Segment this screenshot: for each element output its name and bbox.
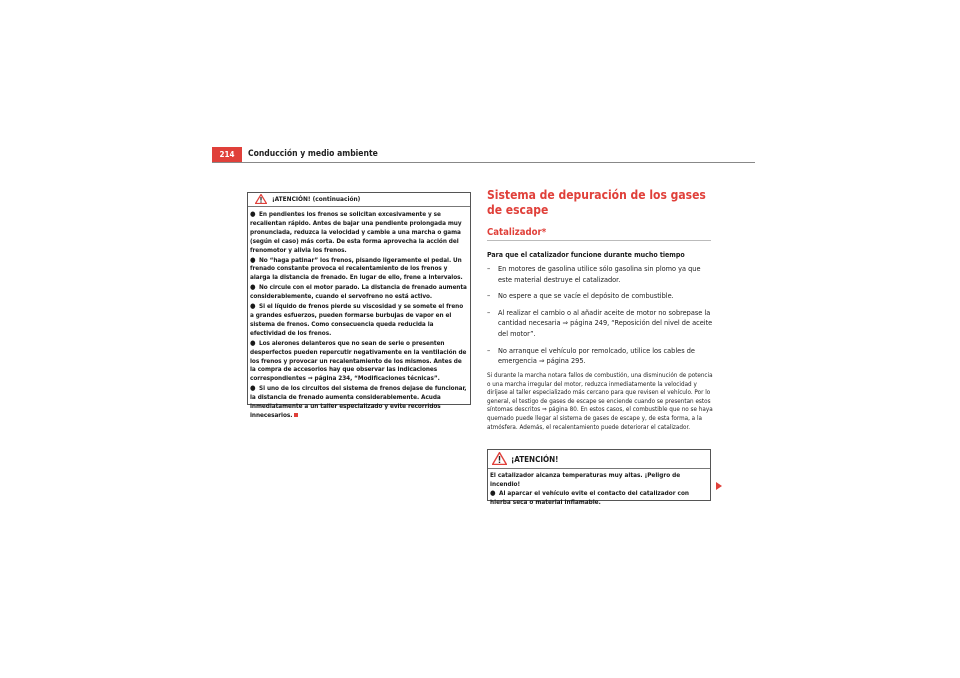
intro-heading: Para que el catalizador funcione durante mucho tiempo bbox=[487, 251, 685, 259]
warning-list bbox=[248, 207, 470, 420]
warning-item: ● No circule con el motor parado. La distancia de frenado aumenta considerablemente, cuando el servofreno no está activo. bbox=[250, 283, 467, 301]
header-rule bbox=[212, 162, 755, 163]
warning-text bbox=[488, 469, 710, 507]
list-item: – En motores de gasolina utilice sólo gasolina sin plomo ya que este material destruye el catalizador. bbox=[487, 264, 701, 284]
warning-label: ¡ATENCIÓN! bbox=[511, 455, 559, 464]
sub-title: Catalizador* bbox=[487, 227, 547, 238]
warning-item: ● Si uno de los circuitos del sistema de frenos dejase de funcionar, la distancia de frenado aumenta considerablemente. Acuda inmediatamente a un taller especializado y evite recorridos innecesarios. bbox=[250, 384, 467, 419]
warning-item: ● Al aparcar el vehículo evite el contacto del catalizador con hierba seca o material inflamable. bbox=[490, 489, 689, 506]
list-item: – No arranque el vehículo por remolcado, utilice los cables de emergencia ⇒ página 295. bbox=[487, 345, 695, 366]
list-item: – No espere a que se vacíe el depósito de combustible. bbox=[487, 291, 674, 301]
warning-item: ● No “haga patinar” los frenos, pisando ligeramente el pedal. Un frenado constante provoca el recalentamiento de los frenos y alarga la distancia de frenado. En lugar de ello, frene a intervalos. bbox=[250, 255, 463, 282]
warning-triangle-icon bbox=[492, 452, 507, 465]
list-item: – Al realizar el cambio o al añadir aceite de motor no sobrepase la cantidad necesaria ⇒ página 249, “Reposición del nivel de aceite del motor”. bbox=[487, 307, 713, 338]
continue-arrow-icon bbox=[716, 482, 722, 490]
warning-item: ● En pendientes los frenos se solicitan excesivamente y se recalientan rápido. Antes de bajar una pendiente prolongada muy pronunciada, reduzca la velocidad y cambie a una marcha o gama (según el caso) más corta. De esta forma aprovecha la acción del frenomotor y alivia los frenos. bbox=[250, 210, 462, 254]
warning-label: ¡ATENCIÓN! (continuación) bbox=[272, 195, 361, 203]
dash-list bbox=[487, 264, 713, 373]
page-number: 214 bbox=[212, 147, 242, 162]
sub-title-rule bbox=[487, 240, 711, 241]
end-of-section-mark bbox=[294, 413, 298, 417]
warning-line: El catalizador alcanza temperaturas muy altas. ¡Peligro de incendio! bbox=[490, 471, 681, 488]
section-title: Sistema de depuración de los gases de escape bbox=[487, 188, 706, 217]
warning-item: ● Si el líquido de frenos pierde su viscosidad y se somete el freno a grandes esfuerzos, pueden formarse burbujas de vapor en el sistema de frenos. Como consecuencia queda reducida la efectividad de los frenos. bbox=[250, 302, 464, 337]
running-header: Conducción y medio ambiente bbox=[248, 149, 378, 159]
warning-triangle-icon bbox=[255, 194, 267, 204]
warning-box-header bbox=[488, 450, 710, 469]
warning-item: ● Los alerones delanteros que no sean de serie o presenten desperfectos pueden repercutir negativamente en la ventilación de los frenos y provocar un recalentamiento de los mismos. Antes de la compra de accesorios hay que observar las indicaciones correspondientes ⇒ página 234, “Modificaciones técnicas”. bbox=[250, 338, 467, 383]
warning-box-continued bbox=[247, 192, 471, 419]
body-paragraph: Si durante la marcha notara fallos de combustión, una disminución de potencia o una marcha irregular del motor, reduzca inmediatamente la velocidad y diríjase al taller especializado más cercano para que revisen el vehículo. Por lo general, el testigo de gases de escape se enciende cuando se presentan estos síntomas descritos ⇒ página 80. En estos casos, el combustible que no se haya quemado puede llegar al sistema de gases de escape y, de esta forma, a la atmósfera. Además, el recalentamiento puede deteriorar el catalizador. bbox=[487, 372, 713, 431]
warning-box bbox=[487, 449, 711, 506]
warning-box-header bbox=[248, 193, 470, 207]
